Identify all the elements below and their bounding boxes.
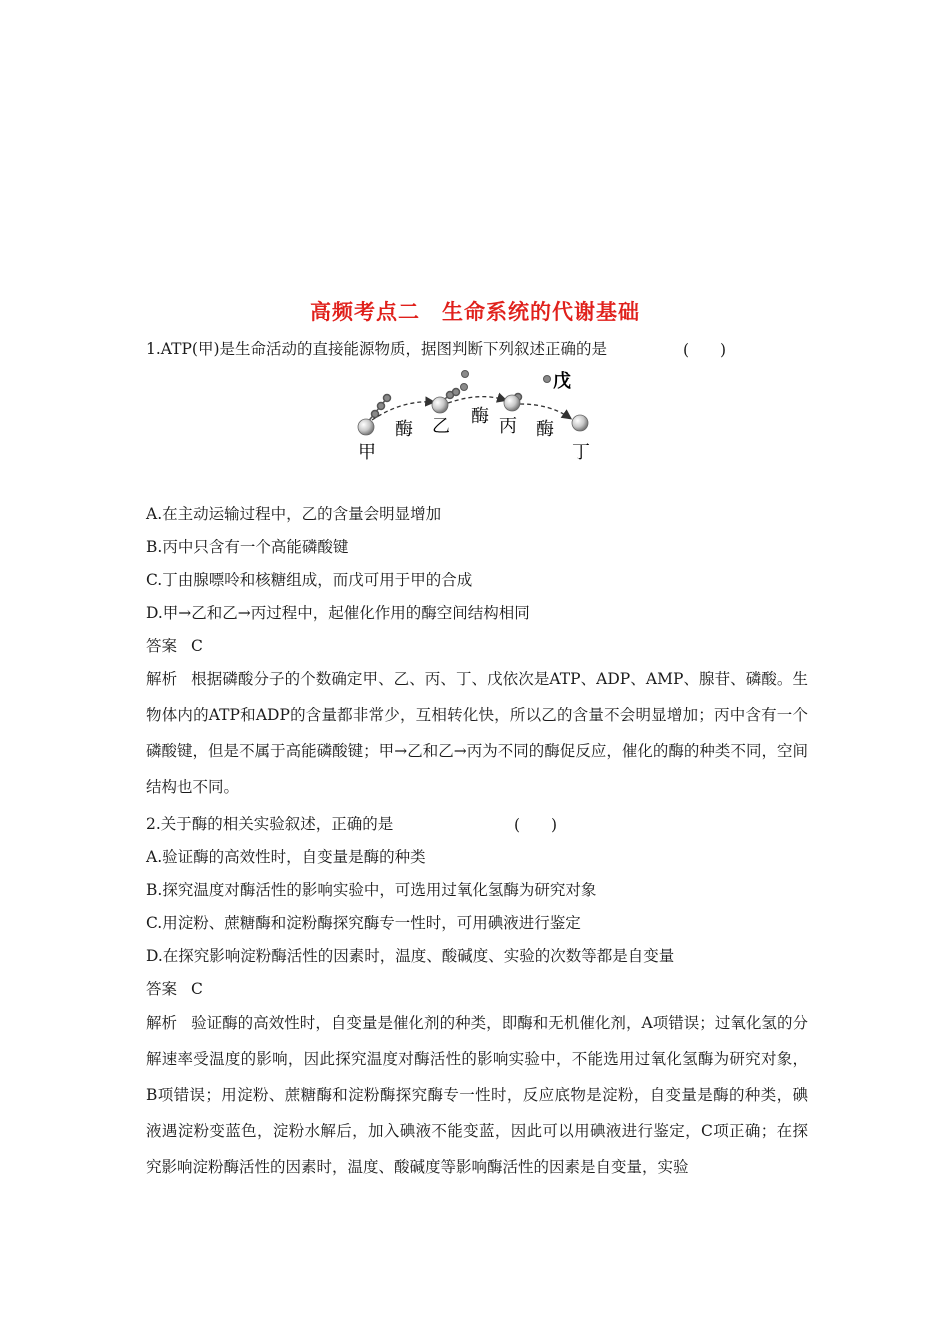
label-yi: 乙 (432, 416, 450, 437)
q2-answer (146, 978, 203, 1000)
q2-option-c: C.用淀粉、蔗糖酶和淀粉酶探究酶专一性时，可用碘液进行鉴定 (146, 914, 581, 932)
atp-hydrolysis-diagram (340, 362, 620, 468)
analysis-label: 解析 (146, 670, 178, 688)
q1-option-a: A.在主动运输过程中，乙的含量会明显增加 (146, 505, 442, 523)
answer-label: 答案 (146, 980, 178, 998)
analysis-text: 根据磷酸分子的个数确定甲、乙、丙、丁、戊依次是ATP、ADP、AMP、腺苷、磷酸。生物体内的ATP和ADP的含量都非常少，互相转化快，所以乙的含量不会明显增加；丙中含有一个磷酸键，但是不属于高能磷酸键；甲→乙和乙→丙为不同的酶促反应，催化的酶的种类不同，空间结构也不同。 (146, 670, 808, 796)
phosphate-chain-jia (367, 395, 391, 424)
label-wu: 戊 (553, 371, 571, 392)
q2-option-a: A.验证酶的高效性时，自变量是酶的种类 (146, 848, 426, 866)
released-phosphate-1 (461, 371, 469, 391)
section-title: 高频考点二 生命系统的代谢基础 (310, 300, 640, 324)
answer-value: C (191, 637, 203, 655)
label-bing: 丙 (499, 416, 517, 437)
analysis-text: 验证酶的高效性时，自变量是催化剂的种类，即酶和无机催化剂，A项错误；过氧化氢的分解速率受温度的影响，因此探究温度对酶活性的影响实验中，不能选用过氧化氢酶为研究对象，B项错误；用淀粉、蔗糖酶和淀粉酶探究酶专一性时，反应底物是淀粉，自变量是酶的种类，碘液遇淀粉变蓝色，淀粉水解后，加入碘液不能变蓝，因此可以用碘液进行鉴定，C项正确；在探究影响淀粉酶活性的因素时，温度、酸碱度等影响酶活性的因素是自变量，实验 (146, 1014, 808, 1176)
label-enzyme-2: 酶 (471, 406, 489, 427)
label-enzyme-3: 酶 (536, 419, 554, 440)
q1-option-b: B.丙中只含有一个高能磷酸键 (146, 538, 349, 556)
arrow-bing-to-ding (520, 404, 570, 418)
q1-answer (146, 635, 203, 657)
released-phosphate-2 (544, 376, 551, 383)
molecule-ding (572, 415, 588, 431)
molecule-bing (504, 395, 520, 411)
label-enzyme-1: 酶 (395, 419, 413, 440)
molecule-yi (432, 397, 448, 413)
q2-option-b: B.探究温度对酶活性的影响实验中，可选用过氧化氢酶为研究对象 (146, 881, 597, 899)
arrow-yi-to-bing (448, 397, 505, 403)
label-ding: 丁 (572, 442, 590, 463)
q2-option-d: D.在探究影响淀粉酶活性的因素时，温度、酸碱度、实验的次数等都是自变量 (146, 947, 675, 965)
label-jia: 甲 (358, 442, 376, 463)
q1-answer-bracket: ( ) (683, 341, 727, 359)
q1-analysis (146, 661, 808, 805)
q2-answer-bracket: ( ) (514, 816, 558, 834)
answer-value: C (191, 980, 203, 998)
molecule-jia (358, 419, 374, 435)
q1-stem: 1.ATP(甲)是生命活动的直接能源物质，据图判断下列叙述正确的是 (146, 340, 607, 358)
answer-label: 答案 (146, 637, 178, 655)
q1-option-c: C.丁由腺嘌呤和核糖组成，而戊可用于甲的合成 (146, 571, 473, 589)
q1-option-d: D.甲→乙和乙→丙过程中，起催化作用的酶空间结构相同 (146, 604, 530, 622)
q2-stem: 2.关于酶的相关实验叙述，正确的是 (146, 815, 394, 833)
analysis-label: 解析 (146, 1014, 178, 1032)
q2-analysis (146, 1005, 808, 1185)
